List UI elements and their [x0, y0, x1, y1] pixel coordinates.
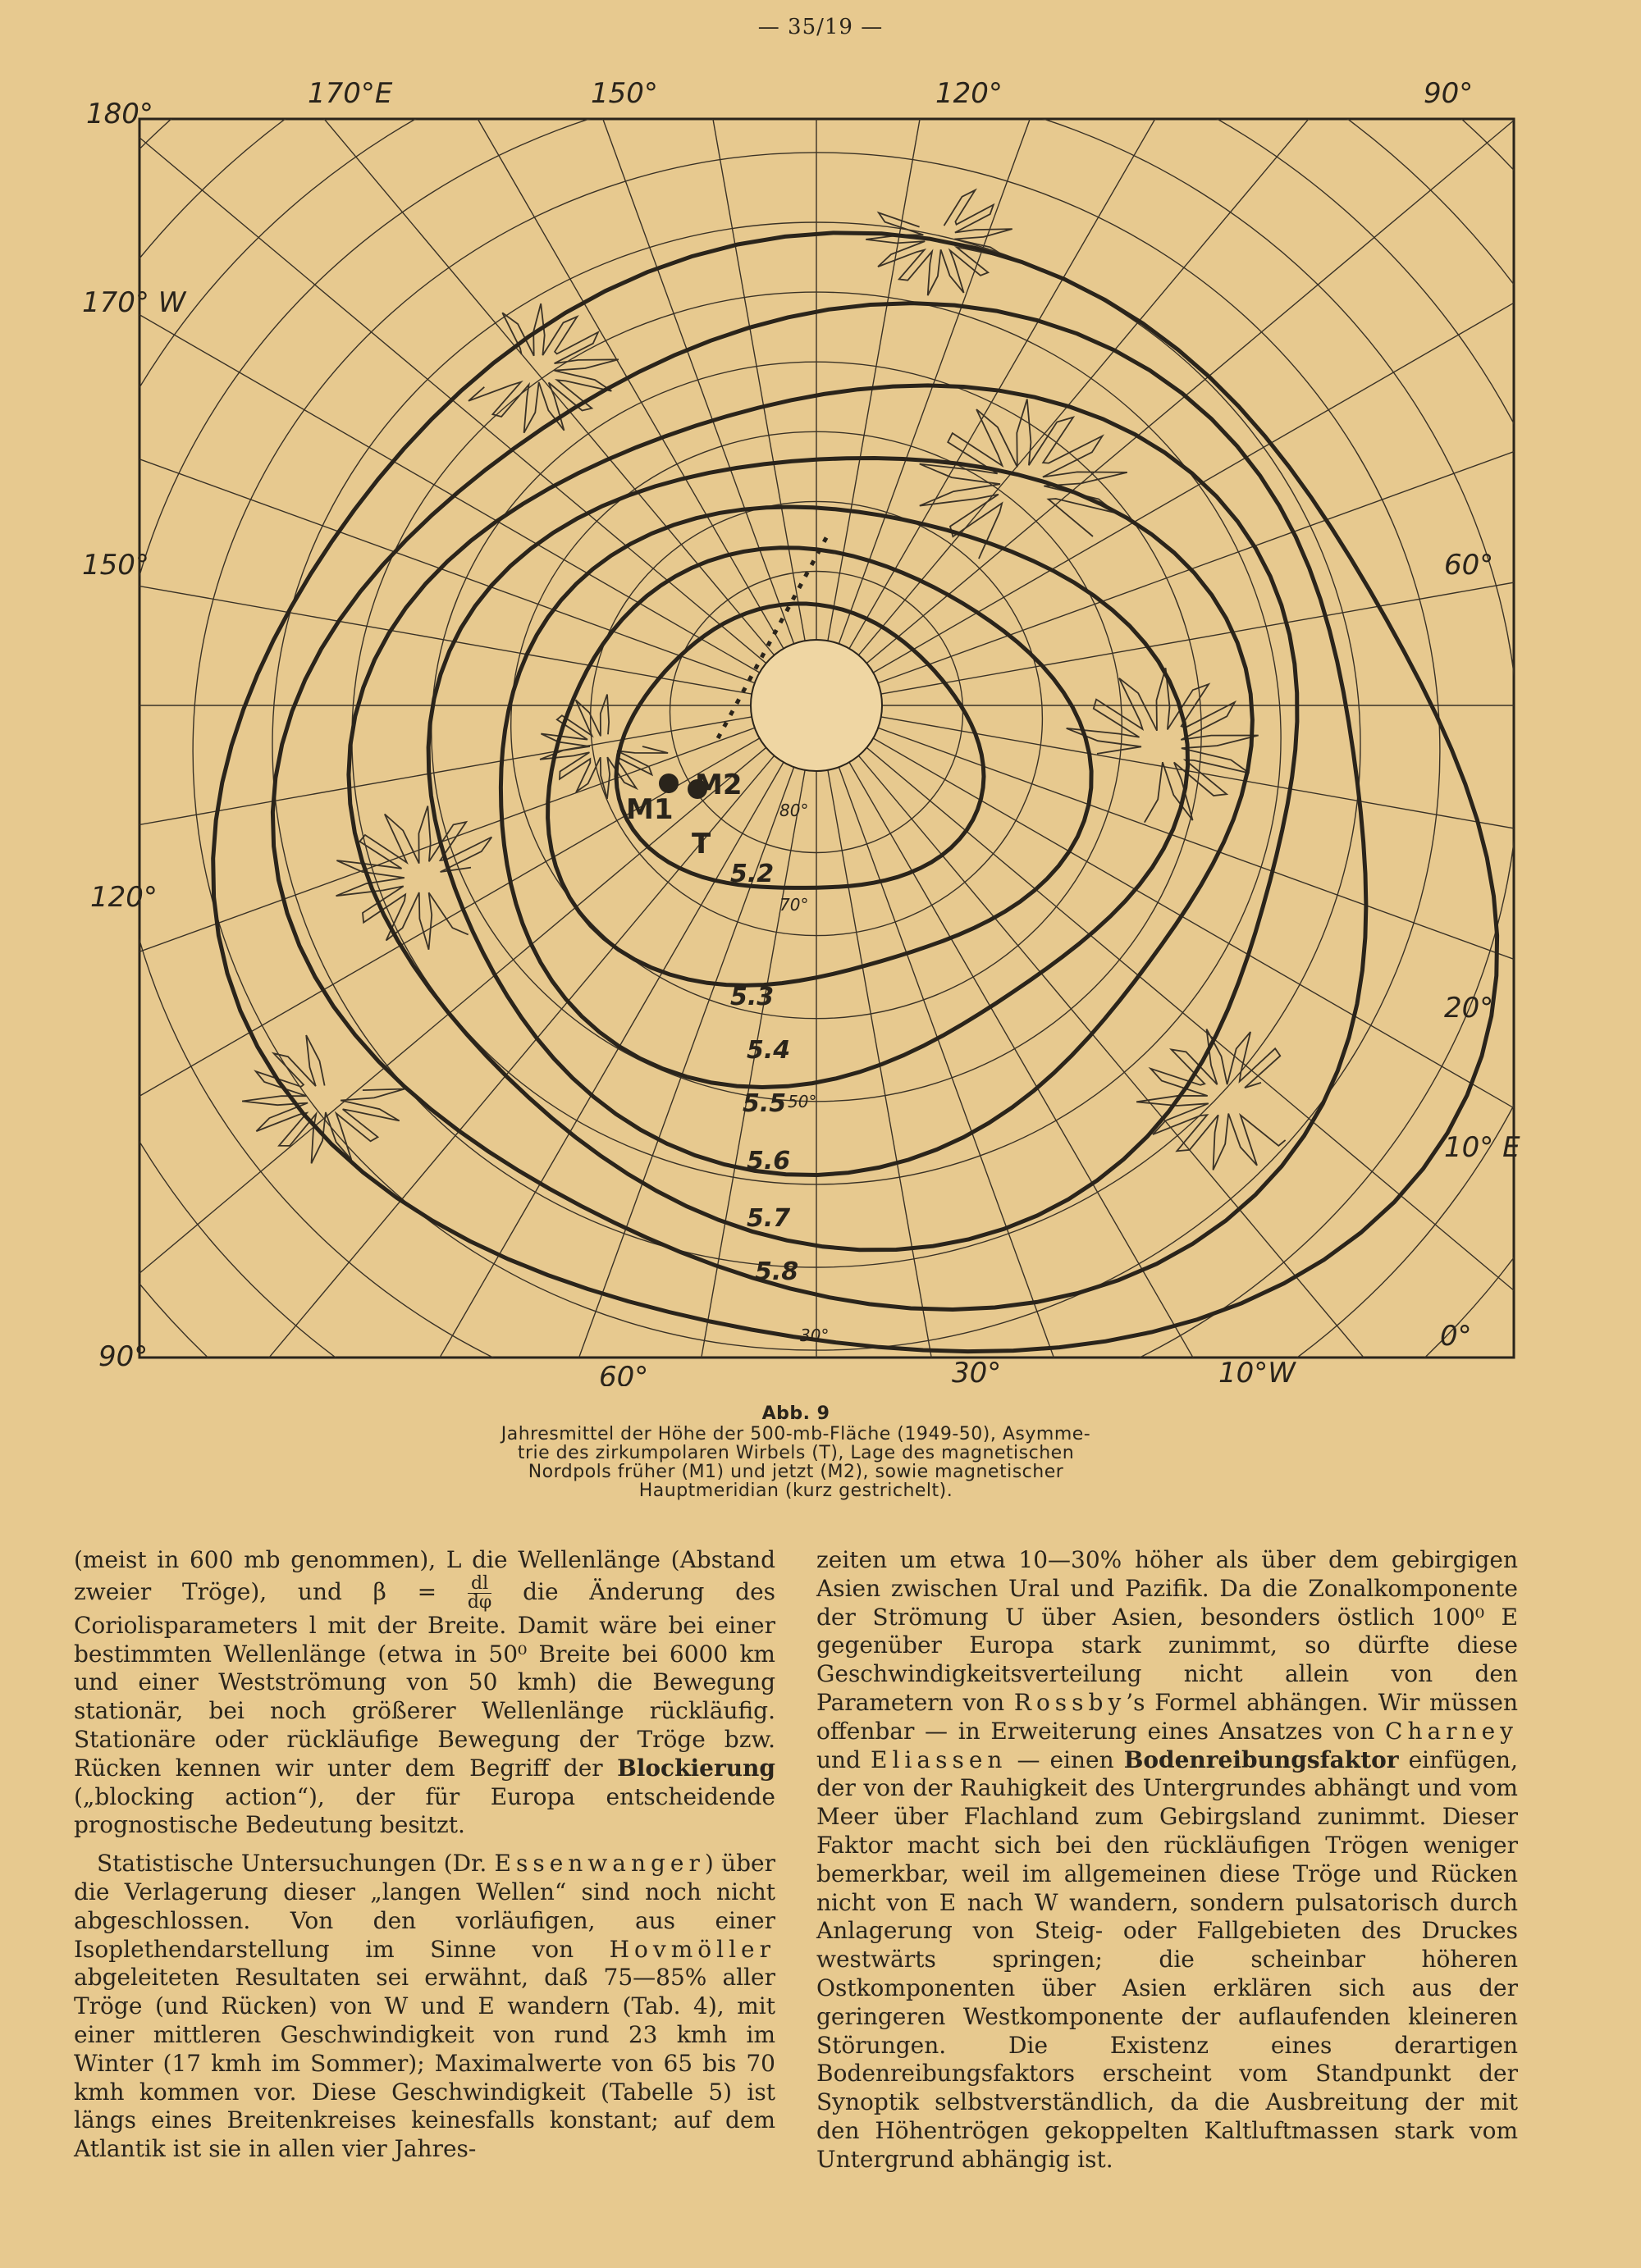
right-text-b: ’s Formel abhängen. Wir müssen offenbar — in Erweiterung eines Ansatzes von — [816, 1688, 1518, 1745]
right-text-c: und — [816, 1745, 871, 1773]
left-p2-text-b: ) über die Verlagerung dieser „langen Wellen“ sind noch nicht abgeschlossen. Von den vorläufigen, aus einer Isoplethendarstellung im Sinne von — [74, 1850, 775, 1963]
pole-dot-m1 — [659, 773, 679, 793]
meridian-line — [78, 74, 774, 655]
edge-label-bottom-0: 60° — [599, 1361, 649, 1386]
figure-caption — [427, 1404, 1165, 1500]
meridian-line — [617, 770, 805, 1386]
author-eliassen: Eliassen — [871, 1745, 1008, 1773]
latitude-label-70: 70° — [779, 895, 809, 915]
edge-label-left-1: 150° — [82, 549, 149, 582]
edge-label-right-2: 10° E — [1444, 1131, 1520, 1164]
left-p2-text-a: Statistische Untersuchungen (Dr. — [97, 1850, 495, 1878]
meridian-line — [617, 74, 805, 641]
pole-label-t: T — [692, 828, 711, 860]
height-contour — [349, 386, 1297, 1250]
author-charney: Charney — [1385, 1717, 1518, 1745]
coastline — [920, 399, 1127, 559]
caption-line-2: trie des zirkumpolaren Wirbels (T), Lage des magnetischen — [517, 1443, 1075, 1463]
beta-fraction — [467, 1572, 492, 1613]
caption-line-4: Hauptmeridian (kurz gestrichelt). — [638, 1481, 953, 1501]
page-number: — 35/19 — — [757, 15, 884, 39]
right-column — [816, 1546, 1518, 2184]
term-bodenreibungsfaktor: Bodenreibungsfaktor — [1123, 1745, 1399, 1773]
edge-label-right-1: 20° — [1444, 992, 1494, 1024]
caption-line-1: Jahresmittel der Höhe der 500-mb-Fläche (1949-50), Asymme- — [501, 1424, 1091, 1444]
edge-label-top-0: 180° — [86, 98, 153, 130]
author-hovmoeller: Hovmöller — [609, 1935, 775, 1963]
contour-label-5-3: 5.3 — [730, 983, 775, 1011]
edge-label-bottom-3: 0° — [1440, 1320, 1472, 1353]
contour-label-5-4: 5.4 — [747, 1036, 791, 1065]
edge-label-right-0: 60° — [1444, 549, 1494, 582]
meridian-line — [866, 74, 1620, 664]
left-p1-text-a: (meist in 600 mb genommen), L die Wellenlänge (Abstand zweier Tröge), und β = — [74, 1546, 775, 1605]
contour-label-5-8: 5.8 — [755, 1257, 799, 1286]
polar-map-figure — [78, 74, 1620, 1386]
edge-label-top-1: 170°E — [308, 77, 393, 110]
caption-line-3: Nordpols früher (M1) und jetzt (M2), sowie magnetischer — [528, 1462, 1064, 1482]
coastline — [1067, 668, 1259, 822]
right-text-d: — einen — [1007, 1745, 1124, 1773]
term-blockierung: Blockierung — [617, 1754, 775, 1782]
meridian-line — [873, 131, 1620, 673]
meridian-line — [78, 74, 766, 664]
edge-label-left-3: 90° — [98, 1340, 149, 1373]
polar-map — [78, 74, 1620, 1386]
pole-label-m2: M2 — [695, 769, 743, 801]
latitude-label-50: 50° — [788, 1092, 817, 1111]
contour-label-5-6: 5.6 — [747, 1147, 791, 1175]
left-p1-text-c: („blocking action“), der für Europa entscheidende prognostische Bedeutung besitzt. — [74, 1782, 775, 1839]
edge-label-top-2: 150° — [591, 77, 658, 110]
height-contour — [501, 507, 1187, 1088]
meridian-line — [839, 767, 1209, 1386]
edge-label-left-0: 170° W — [82, 286, 186, 319]
contour-label-5-5: 5.5 — [743, 1089, 787, 1118]
left-paragraph-1 — [74, 1546, 775, 1840]
pole-label-m1: M1 — [626, 793, 674, 826]
right-paragraph — [816, 1546, 1518, 2174]
fraction-numerator: dl — [468, 1575, 492, 1594]
edge-label-top-3: 120° — [935, 77, 1003, 110]
edge-label-bottom-1: 30° — [952, 1357, 1002, 1386]
height-contour — [213, 233, 1497, 1352]
contour-label-5-7: 5.7 — [747, 1204, 791, 1233]
contour-label-5-2: 5.2 — [730, 860, 775, 888]
fraction-denominator: dφ — [467, 1591, 492, 1613]
caption-title: Abb. 9 — [761, 1403, 830, 1424]
latitude-label-30: 30° — [800, 1326, 830, 1345]
height-contour — [428, 459, 1252, 1175]
right-text-e: einfügen, der von der Rauhigkeit des Untergrundes abhängt und vom Meer über Flachland zum Gebirgsland zunimmt. Dieser Faktor macht sich bei den rückläufigen Trögen weniger bemerkbar, weil im allgemeinen diese Tröge und Rücken nicht von E nach W wandern, sondern pulsatorisch durch Anlagerung von Steig- oder Fallgebieten des Druckes westwärts springen; die scheinbar höheren Ostkomponenten über Asien erklären sich aus der geringeren Westkomponente der auflaufenden kleineren Störungen. Die Existenz eines derartigen Bodenreibungsfaktors erscheint vom Standpunkt der Synoptik selbstverständlich, da die Ausbreitung der mit den Höhentrögen gekoppelten Kaltluftmassen stark vom Untergrund abhängig ist. — [816, 1745, 1518, 2173]
meridian-line — [828, 770, 1016, 1386]
left-paragraph-2 — [74, 1850, 775, 2164]
meridian-line — [78, 313, 755, 682]
author-rossby: Rossby — [1013, 1688, 1127, 1716]
latitude-label-80: 80° — [779, 801, 809, 820]
edge-label-bottom-2: 10°W — [1218, 1357, 1296, 1386]
coastline — [242, 1035, 405, 1163]
pole-cap — [751, 640, 882, 771]
edge-label-left-2: 120° — [90, 881, 158, 914]
right-text-a: zeiten um etwa 10—30% höher als über dem gebirgigen Asien zwischen Ural und Pazifik. Da die Zonalkomponente der Strömung U über Asien, besonders östlich 100⁰ E gegenüber Europa stark zunimmt, so dürfte diese Geschwindigkeitsverteilung nicht allein von den Parametern von — [816, 1546, 1518, 1716]
left-p1-text-b: die Änderung des Coriolisparameters l mit der Breite. Damit wäre bei einer bestimmten Wellenlänge (etwa in 50⁰ Breite bei 6000 km und einer Westströmung von 50 kmh) die Bewegung stationär, bei noch größerer Wellenlänge rückläufig. Stationäre oder rückläufige Bewegung der Tröge bzw. Rücken kennen wir unter dem Begriff der — [74, 1577, 776, 1782]
author-essenwanger: Essenwanger — [494, 1850, 705, 1878]
left-p2-text-c: abgeleiteten Resultaten sei erwähnt, daß 75—85% aller Tröge (und Rücken) von W und E wandern (Tab. 4), mit einer mittleren Geschwindigkeit von rund 23 kmh im Winter (17 kmh im Sommer); Maximalwerte von 65 bis 70 kmh kommen vor. Diese Geschwindigkeit (Tabelle 5) ist längs eines Breitenkreises keinesfalls konstant; auf dem Atlantik ist sie in allen vier Jahres- — [74, 1964, 775, 2163]
left-column — [74, 1546, 775, 2174]
edge-label-top-4: 90° — [1424, 77, 1474, 110]
coastline — [1136, 1029, 1286, 1171]
meridian-line — [878, 313, 1620, 682]
meridian-line — [881, 506, 1620, 694]
coastline — [336, 806, 492, 950]
meridian-line — [878, 728, 1620, 1097]
meridian-line — [849, 74, 1391, 649]
